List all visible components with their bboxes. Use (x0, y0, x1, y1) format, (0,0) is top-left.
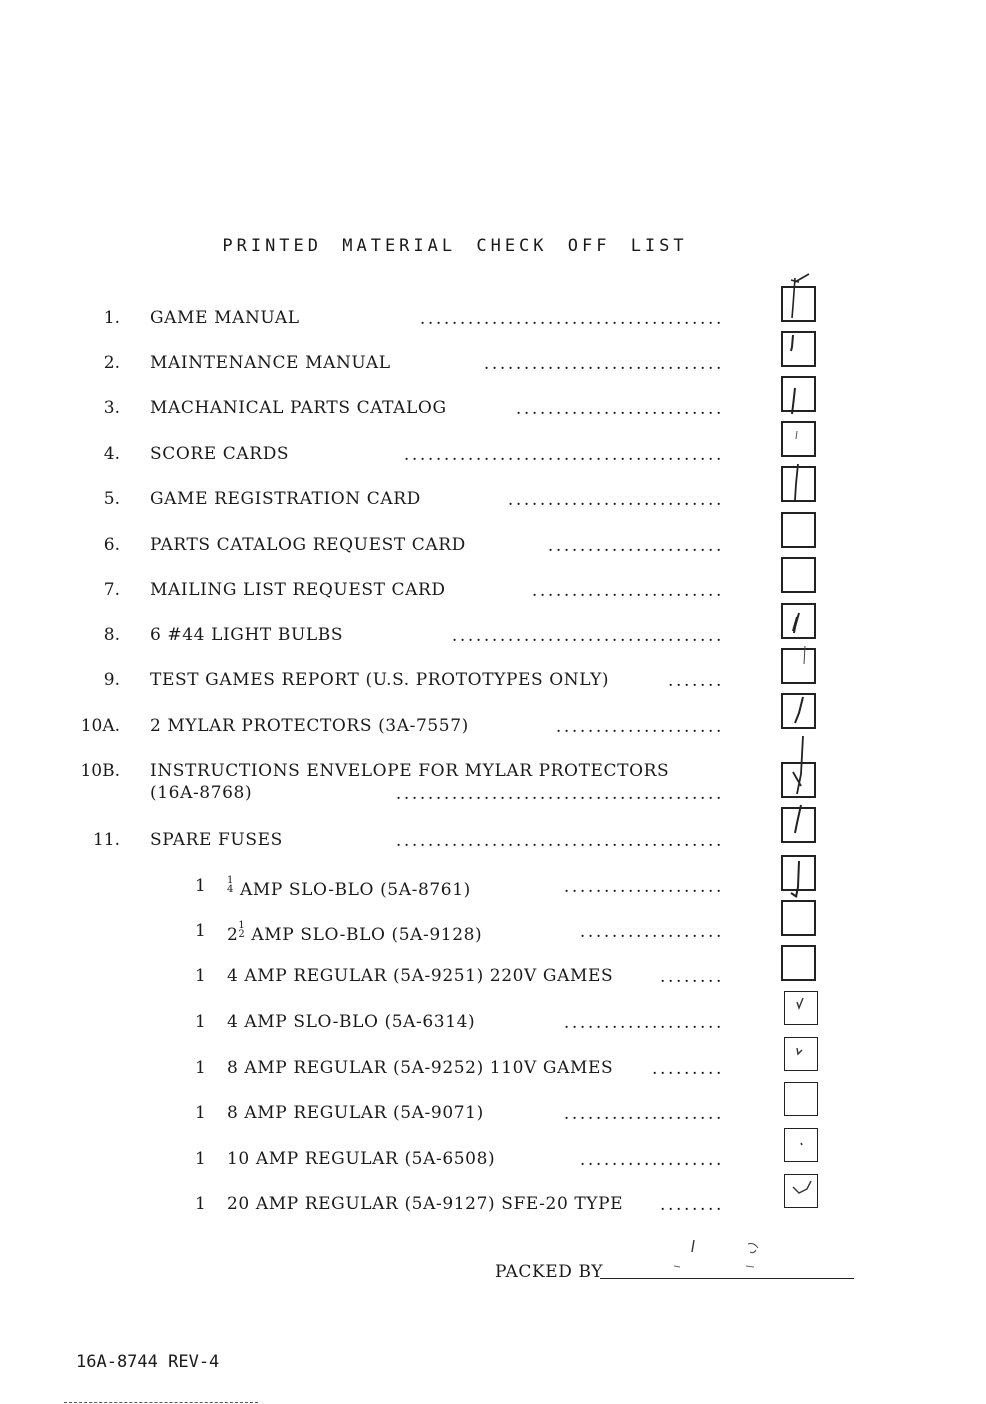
checkbox-checked[interactable] (784, 991, 818, 1025)
list-item (0, 1012, 986, 1036)
packed-by-label: PACKED BY (495, 1262, 604, 1282)
item-number: 8. (103, 625, 120, 645)
check-mark-icon (783, 764, 818, 800)
check-mark-icon (783, 605, 818, 641)
item-number: 1. (103, 308, 120, 328)
signature-marks (670, 1236, 770, 1276)
item-number: 11. (92, 830, 120, 850)
leader-dots: ........................................ (403, 445, 724, 465)
item-label: MACHANICAL PARTS CATALOG (150, 398, 447, 418)
item-number: 9. (103, 670, 120, 690)
check-mark-icon (785, 992, 819, 1026)
item-label: GAME REGISTRATION CARD (150, 489, 421, 509)
item-label: 4 AMP REGULAR (5A-9251) 220V GAMES (227, 966, 614, 986)
leader-dots: ........................... (507, 490, 724, 510)
leader-dots: .................... (563, 877, 724, 897)
item-label: PARTS CATALOG REQUEST CARD (150, 535, 466, 555)
leader-dots: ........................ (531, 581, 724, 601)
list-item (0, 489, 986, 513)
check-mark-icon (783, 378, 818, 414)
item-label: MAINTENANCE MANUAL (150, 353, 391, 373)
checkbox-empty[interactable] (781, 900, 816, 936)
item-number: 3. (103, 398, 120, 418)
divider (64, 1402, 258, 1403)
list-item (0, 921, 986, 945)
form-number: 16A-8744 REV-4 (76, 1352, 220, 1372)
list-item (0, 308, 986, 332)
list-item (0, 1194, 986, 1218)
list-item (0, 444, 986, 468)
item-label: INSTRUCTIONS ENVELOPE FOR MYLAR PROTECTORS (150, 761, 670, 781)
list-item (0, 535, 986, 559)
item-label: GAME MANUAL (150, 308, 300, 328)
item-label: 1 4 AMP SLO-BLO (5A-8761) (227, 875, 471, 900)
item-label: MAILING LIST REQUEST CARD (150, 580, 446, 600)
item-label: TEST GAMES REPORT (U.S. PROTOTYPES ONLY) (150, 670, 610, 690)
list-item (0, 716, 986, 740)
check-mark-icon (783, 809, 818, 845)
leader-dots: ......... (651, 1059, 724, 1079)
checkbox-checked[interactable] (781, 286, 816, 322)
checkbox-checked[interactable] (781, 855, 816, 891)
check-mark-icon (785, 1129, 819, 1163)
checkbox-checked[interactable] (784, 1174, 818, 1208)
leader-dots: ......................................... (395, 784, 724, 804)
item-label: 2 MYLAR PROTECTORS (3A-7557) (150, 716, 469, 736)
item-label: 4 AMP SLO-BLO (5A-6314) (227, 1012, 476, 1032)
leader-dots: ...................................... (419, 309, 724, 329)
leader-dots: ........ (659, 967, 724, 987)
item-label: 2 1 2 AMP SLO-BLO (5A-9128) (227, 920, 483, 945)
checkbox-checked[interactable] (784, 1037, 818, 1071)
check-mark-icon (783, 695, 818, 731)
fuse-quantity: 1 (195, 876, 206, 896)
leader-dots: ..................... (555, 717, 724, 737)
item-number: 4. (103, 444, 120, 464)
check-mark-icon (785, 1038, 819, 1072)
item-label: 8 AMP REGULAR (5A-9071) (227, 1103, 484, 1123)
list-item (0, 830, 986, 854)
list-item (0, 670, 986, 694)
leader-dots: .......................... (515, 399, 724, 419)
list-item (0, 353, 986, 377)
checkbox-checked[interactable] (784, 1128, 818, 1162)
leader-dots: ........ (659, 1195, 724, 1215)
checkbox-empty[interactable] (781, 945, 816, 981)
packed-by-field[interactable] (600, 1278, 854, 1279)
check-mark-icon (783, 650, 818, 686)
leader-dots: .................. (579, 922, 724, 942)
checkbox-checked[interactable] (781, 421, 816, 457)
list-item (0, 1058, 986, 1082)
checkbox-empty[interactable] (781, 557, 816, 593)
leader-dots: .................................. (451, 626, 724, 646)
fraction: 1 2 (238, 920, 246, 940)
fuse-quantity: 1 (195, 1103, 206, 1123)
fuse-quantity: 1 (195, 921, 206, 941)
item-number: 2. (103, 353, 120, 373)
checkbox-checked[interactable] (781, 376, 816, 412)
checkbox-checked[interactable] (781, 331, 816, 367)
checkbox-checked[interactable] (781, 603, 816, 639)
item-number: 7. (103, 580, 120, 600)
checkbox-empty[interactable] (784, 1082, 818, 1116)
checkbox-checked[interactable] (781, 648, 816, 684)
check-mark-icon (783, 857, 818, 893)
check-mark-icon (783, 423, 818, 459)
item-number: 10A. (80, 716, 120, 736)
checkbox-checked[interactable] (781, 466, 816, 502)
check-mark-icon (783, 333, 818, 369)
item-number: 10B. (80, 761, 120, 781)
fraction: 1 4 (227, 875, 234, 895)
checkbox-empty[interactable] (781, 512, 816, 548)
check-mark-icon (783, 288, 818, 324)
list-item (0, 625, 986, 649)
check-mark-icon (783, 468, 818, 504)
leader-dots: ....... (667, 671, 724, 691)
leader-dots: .............................. (483, 354, 724, 374)
checkbox-checked[interactable] (781, 807, 816, 843)
list-item (0, 966, 986, 990)
item-label: SPARE FUSES (150, 830, 283, 850)
item-label: 20 AMP REGULAR (5A-9127) SFE-20 TYPE (227, 1194, 624, 1214)
item-label: 8 AMP REGULAR (5A-9252) 110V GAMES (227, 1058, 614, 1078)
fuse-quantity: 1 (195, 1149, 206, 1169)
leader-dots: .................... (563, 1104, 724, 1124)
leader-dots: ...................... (547, 536, 724, 556)
leader-dots: .................. (579, 1150, 724, 1170)
item-number: 6. (103, 535, 120, 555)
item-label: SCORE CARDS (150, 444, 290, 464)
check-mark-icon (785, 1175, 819, 1209)
list-item (0, 876, 986, 900)
list-item (0, 398, 986, 422)
checkbox-checked[interactable] (781, 693, 816, 729)
fuse-quantity: 1 (195, 1058, 206, 1078)
fuse-quantity: 1 (195, 966, 206, 986)
fuse-quantity: 1 (195, 1194, 206, 1214)
checkbox-checked[interactable] (781, 762, 816, 798)
item-number: 5. (103, 489, 120, 509)
leader-dots: .................... (563, 1013, 724, 1033)
item-label-continued: (16A-8768) (150, 783, 253, 803)
leader-dots: ......................................... (395, 831, 724, 851)
item-label: 6 #44 LIGHT BULBS (150, 625, 344, 645)
list-item (0, 580, 986, 604)
list-item (0, 761, 986, 807)
fuse-quantity: 1 (195, 1012, 206, 1032)
page-title: PRINTED MATERIAL CHECK OFF LIST (222, 236, 688, 256)
list-item (0, 1103, 986, 1127)
item-label: 10 AMP REGULAR (5A-6508) (227, 1149, 496, 1169)
list-item (0, 1149, 986, 1173)
